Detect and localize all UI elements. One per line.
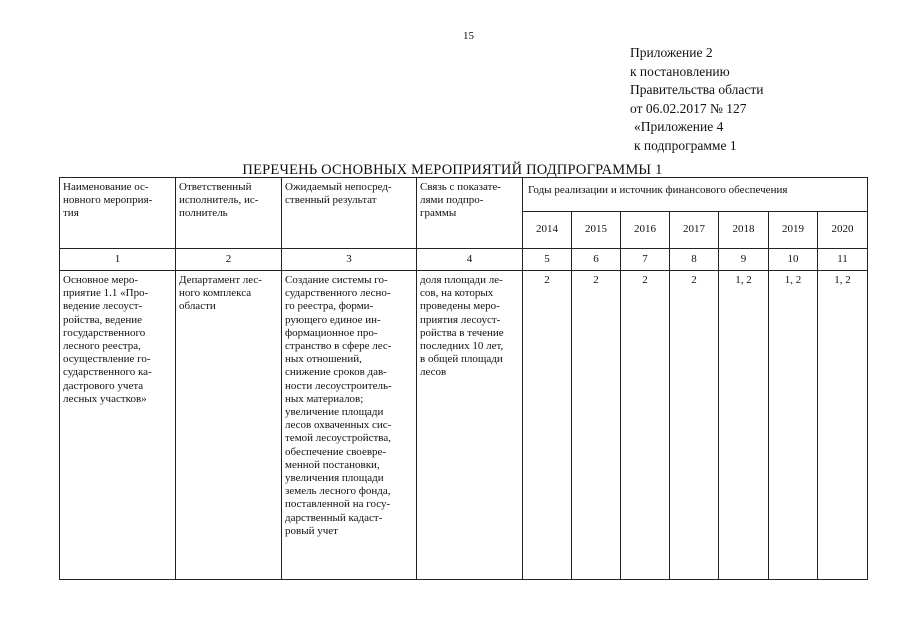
header-line: Связь с показате- [420, 181, 501, 193]
year-header: 2014 [523, 212, 572, 249]
cell-year-value: 1, 2 [818, 271, 868, 580]
cell-year-value: 1, 2 [719, 271, 769, 580]
cell-year-value: 2 [572, 271, 621, 580]
cell-line: Департамент лес- [179, 274, 262, 286]
cell-line: Создание системы го- [285, 274, 388, 286]
cell-line: темой лесоустройства, [285, 432, 391, 445]
header-link [417, 178, 523, 249]
cell-line: Основное меро- [63, 274, 139, 286]
cell-line: ведение лесоуст- [63, 300, 143, 313]
cell-year-value: 2 [523, 271, 572, 580]
cell-line: лесов [420, 366, 447, 379]
header-line: Наименование ос- [63, 181, 149, 193]
header-line: Ответственный [179, 181, 252, 193]
header-responsible [176, 178, 282, 249]
cell-line: доля площади ле- [420, 274, 503, 286]
header-name [60, 178, 176, 249]
cell-line: государственного [63, 326, 146, 339]
cell-line: приятия лесоуст- [420, 313, 501, 326]
cell-measure-name [60, 271, 176, 580]
cell-line: проведены меро- [420, 300, 500, 313]
cell-line: приятие 1.1 «Про- [63, 287, 149, 300]
year-header: 2017 [670, 212, 719, 249]
page-number: 15 [463, 30, 474, 42]
cell-line: лесов охваченных сис- [285, 419, 392, 432]
appendix-line: Правительства области [630, 82, 764, 97]
year-header: 2016 [621, 212, 670, 249]
appendix-line: к постановлению [630, 63, 730, 79]
year-header: 2019 [769, 212, 818, 249]
measures-table [59, 177, 868, 580]
cell-line: ных отношений, [285, 353, 362, 366]
appendix-line: от 06.02.2017 № 127 [630, 100, 747, 116]
column-number: 2 [176, 249, 282, 271]
cell-line: увеличения площади [285, 472, 384, 485]
cell-line: рующего единое ин- [285, 313, 381, 326]
header-line: полнитель [179, 207, 228, 220]
cell-line: го реестра, форми- [285, 300, 374, 313]
column-number: 11 [818, 249, 868, 271]
cell-line: формационное про- [285, 326, 378, 339]
header-years-title: Годы реализации и источник финансового обеспечения [523, 178, 868, 212]
column-number: 4 [417, 249, 523, 271]
header-line: исполнитель, ис- [179, 194, 259, 207]
cell-line: области [179, 300, 216, 313]
header-result [282, 178, 417, 249]
cell-line: обеспечение своевре- [285, 445, 387, 458]
column-number: 9 [719, 249, 769, 271]
cell-line: дарственный кадаст- [285, 511, 383, 524]
header-line: новного мероприя- [63, 194, 153, 207]
cell-line: земель лесного фонда, [285, 485, 391, 498]
appendix-line: «Приложение 4 [634, 119, 724, 134]
header-line: Ожидаемый непосред- [285, 181, 392, 193]
cell-line: ного комплекса [179, 287, 252, 300]
year-header: 2015 [572, 212, 621, 249]
table-header-row [60, 178, 868, 212]
cell-line: осуществление го- [63, 353, 151, 366]
column-number: 10 [769, 249, 818, 271]
appendix-block [630, 44, 763, 155]
column-number: 1 [60, 249, 176, 271]
appendix-line: Приложение 2 [630, 45, 713, 60]
column-number: 8 [670, 249, 719, 271]
table-row [60, 271, 868, 580]
header-line: тия [63, 207, 79, 220]
cell-year-value: 2 [670, 271, 719, 580]
cell-line: ности лесоустроитель- [285, 379, 392, 392]
cell-line: лесных участков» [63, 392, 147, 405]
cell-year-value: 1, 2 [769, 271, 818, 580]
cell-responsible [176, 271, 282, 580]
cell-line: снижение сроков дав- [285, 366, 387, 379]
appendix-line: к подпрограмме 1 [634, 137, 737, 153]
column-number: 5 [523, 249, 572, 271]
cell-line: ройства, ведение [63, 313, 143, 326]
cell-line: увеличение площади [285, 406, 384, 419]
cell-line: поставленной на госу- [285, 498, 391, 511]
cell-indicator-link [417, 271, 523, 580]
header-line: лями подпро- [420, 194, 484, 207]
year-header: 2018 [719, 212, 769, 249]
cell-line: сударственного лесно- [285, 287, 391, 300]
cell-line: сударственного ка- [63, 366, 152, 379]
column-number-row [60, 249, 868, 271]
cell-line: ных материалов; [285, 392, 364, 405]
cell-line: ройства в течение [420, 326, 504, 339]
header-line: граммы [420, 207, 457, 220]
column-number: 7 [621, 249, 670, 271]
column-number: 3 [282, 249, 417, 271]
column-number: 6 [572, 249, 621, 271]
cell-line: лесного реестра, [63, 340, 141, 353]
cell-line: ровый учет [285, 524, 338, 537]
cell-line: сов, на которых [420, 287, 494, 300]
header-line: ственный результат [285, 194, 377, 207]
cell-result [282, 271, 417, 580]
document-title: ПЕРЕЧЕНЬ ОСНОВНЫХ МЕРОПРИЯТИЙ ПОДПРОГРАММЫ 1 [242, 162, 663, 178]
cell-line: в общей площади [420, 353, 503, 366]
cell-line: последних 10 лет, [420, 340, 504, 353]
cell-line: странство в сфере лес- [285, 340, 392, 353]
year-header: 2020 [818, 212, 868, 249]
cell-line: менной постановки, [285, 458, 380, 471]
cell-line: дастрового учета [63, 379, 144, 392]
cell-year-value: 2 [621, 271, 670, 580]
